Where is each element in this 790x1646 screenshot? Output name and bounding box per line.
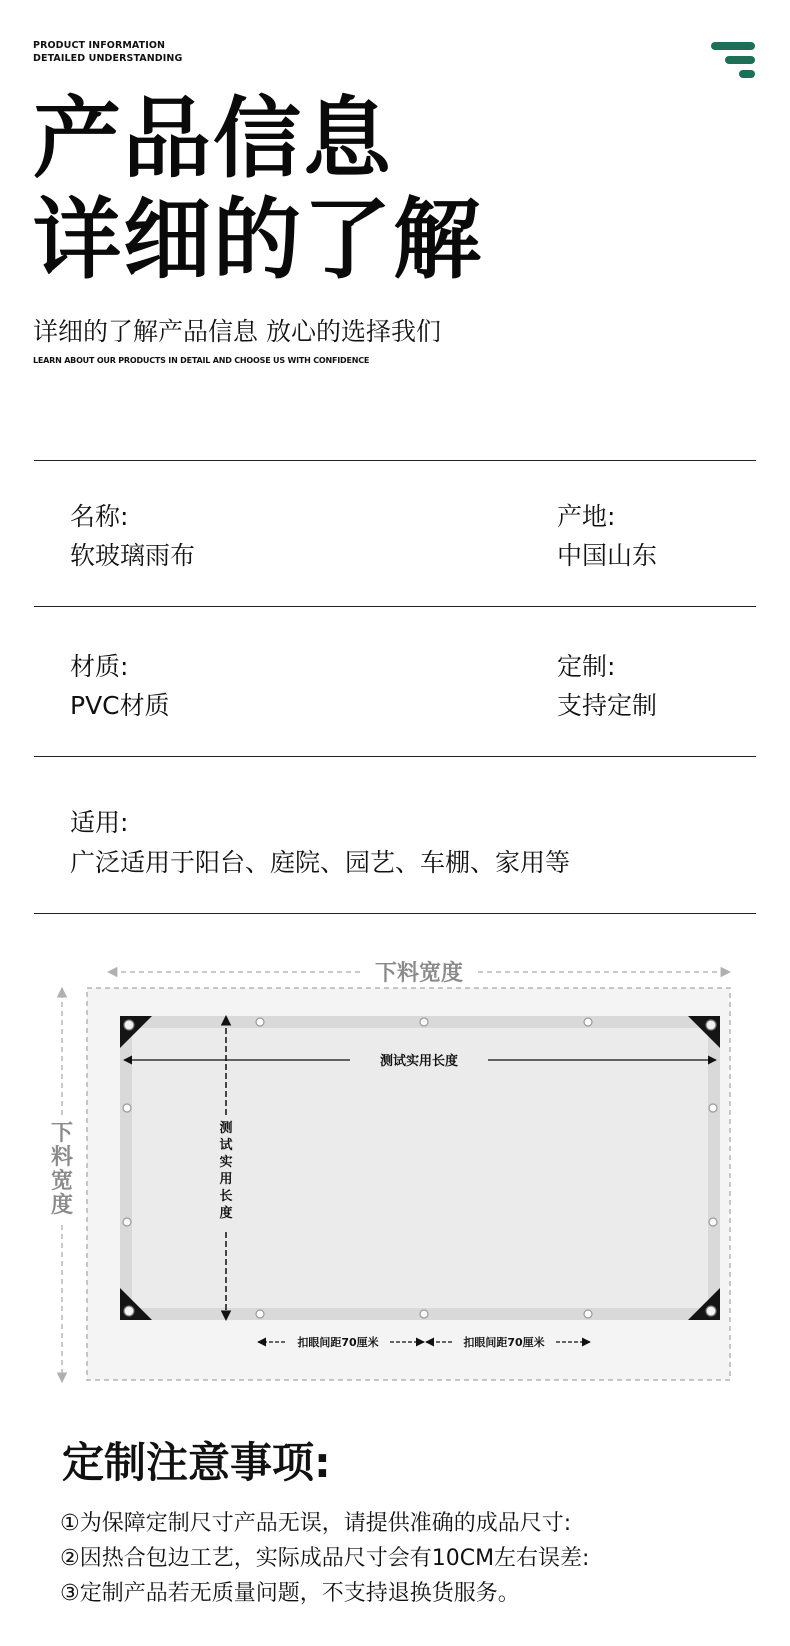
divider [34, 460, 756, 461]
actual-height-char: 度 [219, 1206, 233, 1221]
size-diagram [0, 950, 790, 1390]
cut-height-char: 下 [50, 1121, 74, 1146]
actual-height-char: 测 [219, 1121, 233, 1136]
note-item: ③定制产品若无质量问题，不支持退换货服务。 [60, 1581, 520, 1606]
divider [34, 913, 756, 914]
name-label: 名称: [70, 502, 129, 531]
usage-value: 广泛适用于阳台、庭院、园艺、车棚、家用等 [70, 848, 571, 877]
subtitle-en: LEARN ABOUT OUR PRODUCTS IN DETAIL AND CHOOSE US WITH CONFIDENCE [33, 356, 370, 365]
divider [34, 606, 756, 607]
cut-height-char: 宽 [50, 1169, 74, 1194]
material-label: 材质: [70, 652, 129, 681]
origin-label: 产地: [557, 502, 616, 531]
origin-value: 中国山东 [557, 541, 658, 570]
actual-height-char: 实 [219, 1155, 233, 1170]
page-title-line2: 详细的了解 [33, 188, 484, 291]
subtitle: 详细的了解产品信息 放心的选择我们 [33, 317, 441, 346]
size-diagram-svg [0, 950, 790, 1390]
name-value: 软玻璃雨布 [70, 541, 196, 570]
cut-height-char: 料 [50, 1145, 74, 1170]
actual-height-char: 长 [219, 1189, 233, 1204]
custom-label: 定制: [557, 652, 616, 681]
cut-width-label: 下料宽度 [374, 961, 464, 986]
material-value: PVC材质 [70, 691, 170, 720]
notes-title: 定制注意事项: [62, 1438, 331, 1487]
grommet-spacing-label-2: 扣眼间距70厘米 [463, 1336, 545, 1349]
custom-value: 支持定制 [557, 691, 658, 720]
divider [34, 756, 756, 757]
grommet-spacing-label-1: 扣眼间距70厘米 [297, 1336, 379, 1349]
actual-height-char: 用 [219, 1172, 233, 1187]
header-en-line1: PRODUCT INFORMATION [33, 40, 166, 51]
page-title-line1: 产品信息 [33, 87, 394, 190]
header-en-line2: DETAILED UNDERSTANDING [33, 53, 183, 64]
note-item: ①为保障定制尺寸产品无误，请提供准确的成品尺寸: [60, 1511, 572, 1536]
actual-length-label: 测试实用长度 [379, 1054, 459, 1069]
menu-lines-icon [711, 42, 755, 82]
tarp-body [132, 1028, 708, 1308]
note-item: ②因热合包边工艺，实际成品尺寸会有10CM左右误差: [60, 1546, 590, 1571]
cut-height-char: 度 [50, 1193, 74, 1218]
usage-label: 适用: [70, 808, 129, 837]
actual-height-char: 试 [219, 1138, 233, 1153]
